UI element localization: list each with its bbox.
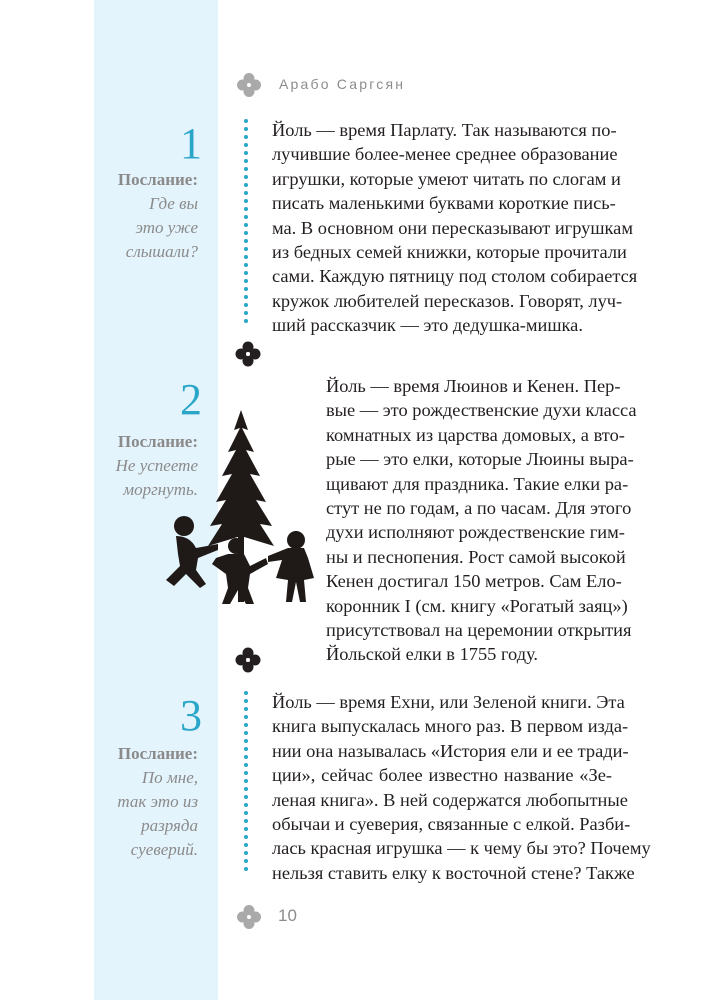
text-line: присутствовал на церемонии открытия bbox=[326, 620, 632, 641]
page-number: 10 bbox=[278, 906, 297, 925]
rule-dot bbox=[244, 795, 248, 799]
christmas-tree-children-illustration bbox=[156, 408, 316, 608]
text-line: Кенен достигал 150 метров. Сам Ело- bbox=[326, 571, 622, 592]
text-line: рые — это елки, которые Люины выра- bbox=[326, 449, 634, 470]
text-line: игрушки, которые умеют читать по слогам и bbox=[272, 168, 621, 189]
text-line: обычаи и суеверия, связанные с елкой. Разби- bbox=[272, 814, 631, 835]
rule-dot bbox=[244, 279, 248, 283]
rule-dot bbox=[244, 207, 248, 211]
text-line: ны и песнопения. Рост самой высокой bbox=[326, 546, 626, 567]
text-line: ма. В основном они пересказывают игрушкам bbox=[272, 217, 633, 238]
text-line: нии она называлась «История ели и ее тради- bbox=[272, 740, 629, 761]
text-line: лась красная игрушка — к чему бы это? Почему bbox=[272, 838, 651, 859]
rule-dot bbox=[244, 255, 248, 259]
text-line: писать маленькими буквами короткие пись- bbox=[272, 193, 616, 214]
rule-dot bbox=[244, 303, 248, 307]
text-line: вые — это рождественские духи класса bbox=[326, 400, 637, 421]
message-line: так это из bbox=[117, 792, 198, 811]
rule-dot bbox=[244, 699, 248, 703]
rule-dot bbox=[244, 151, 248, 155]
rule-dot bbox=[244, 707, 248, 711]
rule-dot bbox=[244, 691, 248, 695]
clover-icon bbox=[236, 904, 262, 930]
text-line: ции», сейчас более известно название «Зе- bbox=[272, 765, 612, 786]
message-line: Где вы bbox=[149, 194, 198, 213]
rule-dot bbox=[244, 787, 248, 791]
rule-dot bbox=[244, 755, 248, 759]
text-line: щивают для праздника. Такие елки ра- bbox=[326, 473, 629, 494]
flower-ornament-icon bbox=[234, 340, 262, 368]
text-line: Йоль — время Ехни, или Зеленой книги. Эта bbox=[272, 692, 625, 712]
dotted-rule bbox=[243, 690, 249, 880]
section-number-3: 3 bbox=[180, 691, 202, 740]
rule-dot bbox=[244, 763, 248, 767]
rule-dot bbox=[244, 779, 248, 783]
section-text-3 bbox=[272, 690, 651, 885]
rule-dot bbox=[244, 811, 248, 815]
rule-dot bbox=[244, 311, 248, 315]
rule-dot bbox=[244, 271, 248, 275]
rule-dot bbox=[244, 263, 248, 267]
section-number-2: 2 bbox=[180, 375, 202, 424]
text-line: духи исполняют рождественские гим- bbox=[326, 522, 625, 543]
message-line: это уже bbox=[135, 218, 198, 237]
text-line: ший рассказчик — это дедушка-мишка. bbox=[272, 315, 583, 336]
message-label: Послание: bbox=[117, 744, 198, 763]
rule-dot bbox=[244, 723, 248, 727]
author-name: Арабо Саргсян bbox=[279, 76, 406, 92]
message-line: слышали? bbox=[125, 242, 198, 261]
rule-dot bbox=[244, 295, 248, 299]
rule-dot bbox=[244, 731, 248, 735]
rule-dot bbox=[244, 135, 248, 139]
text-line: лучившие более-менее среднее образование bbox=[272, 144, 618, 165]
message-line: Не успеете bbox=[115, 456, 198, 475]
message-label: Послание: bbox=[117, 170, 198, 189]
rule-dot bbox=[244, 827, 248, 831]
section-text-2 bbox=[326, 374, 637, 667]
rule-dot bbox=[244, 747, 248, 751]
text-line: Йольской елки в 1755 году. bbox=[326, 644, 539, 665]
message-line: разряда bbox=[141, 816, 198, 835]
text-line: коронник I (см. книгу «Рогатый заяц») bbox=[326, 595, 628, 616]
text-line: нельзя ставить елку к восточной стене? Также bbox=[272, 862, 635, 883]
section-text-1 bbox=[272, 118, 638, 338]
rule-dot bbox=[244, 247, 248, 251]
rule-dot bbox=[244, 819, 248, 823]
flower-ornament-icon bbox=[234, 646, 262, 674]
rule-dot bbox=[244, 159, 248, 163]
text-line: леная книга». В ней содержатся любопытные bbox=[272, 789, 628, 810]
rule-dot bbox=[244, 835, 248, 839]
dotted-rule bbox=[243, 118, 249, 328]
message-3 bbox=[92, 742, 198, 862]
rule-dot bbox=[244, 143, 248, 147]
rule-dot bbox=[244, 859, 248, 863]
rule-dot bbox=[244, 843, 248, 847]
rule-dot bbox=[244, 215, 248, 219]
message-line: моргнуть. bbox=[123, 480, 198, 499]
rule-dot bbox=[244, 167, 248, 171]
rule-dot bbox=[244, 239, 248, 243]
rule-dot bbox=[244, 851, 248, 855]
text-line: из бедных семей книжки, которые прочитали bbox=[272, 242, 627, 263]
text-line: Йоль — время Парлату. Так называются по- bbox=[272, 120, 617, 140]
text-line: Йоль — время Люинов и Кенен. Пер- bbox=[326, 376, 621, 396]
rule-dot bbox=[244, 175, 248, 179]
rule-dot bbox=[244, 119, 248, 123]
rule-dot bbox=[244, 231, 248, 235]
rule-dot bbox=[244, 223, 248, 227]
rule-dot bbox=[244, 127, 248, 131]
rule-dot bbox=[244, 191, 248, 195]
message-label: Послание: bbox=[117, 432, 198, 451]
rule-dot bbox=[244, 715, 248, 719]
rule-dot bbox=[244, 199, 248, 203]
rule-dot bbox=[244, 287, 248, 291]
text-line: книга выпускалась много раз. В первом изда- bbox=[272, 716, 629, 737]
section-number-1: 1 bbox=[180, 119, 202, 168]
message-1 bbox=[92, 168, 198, 264]
message-line: суеверий. bbox=[130, 840, 198, 859]
rule-dot bbox=[244, 739, 248, 743]
rule-dot bbox=[244, 319, 248, 323]
message-line: По мне, bbox=[141, 768, 198, 787]
rule-dot bbox=[244, 771, 248, 775]
rule-dot bbox=[244, 183, 248, 187]
text-line: кружок любителей пересказов. Говорят, луч- bbox=[272, 290, 623, 311]
text-line: стут не по годам, а по часам. Для этого bbox=[326, 498, 632, 519]
rule-dot bbox=[244, 803, 248, 807]
clover-icon bbox=[236, 72, 262, 98]
text-line: сами. Каждую пятницу под столом собирается bbox=[272, 266, 638, 287]
rule-dot bbox=[244, 867, 248, 871]
text-line: комнатных из царства домовых, а вто- bbox=[326, 424, 625, 445]
